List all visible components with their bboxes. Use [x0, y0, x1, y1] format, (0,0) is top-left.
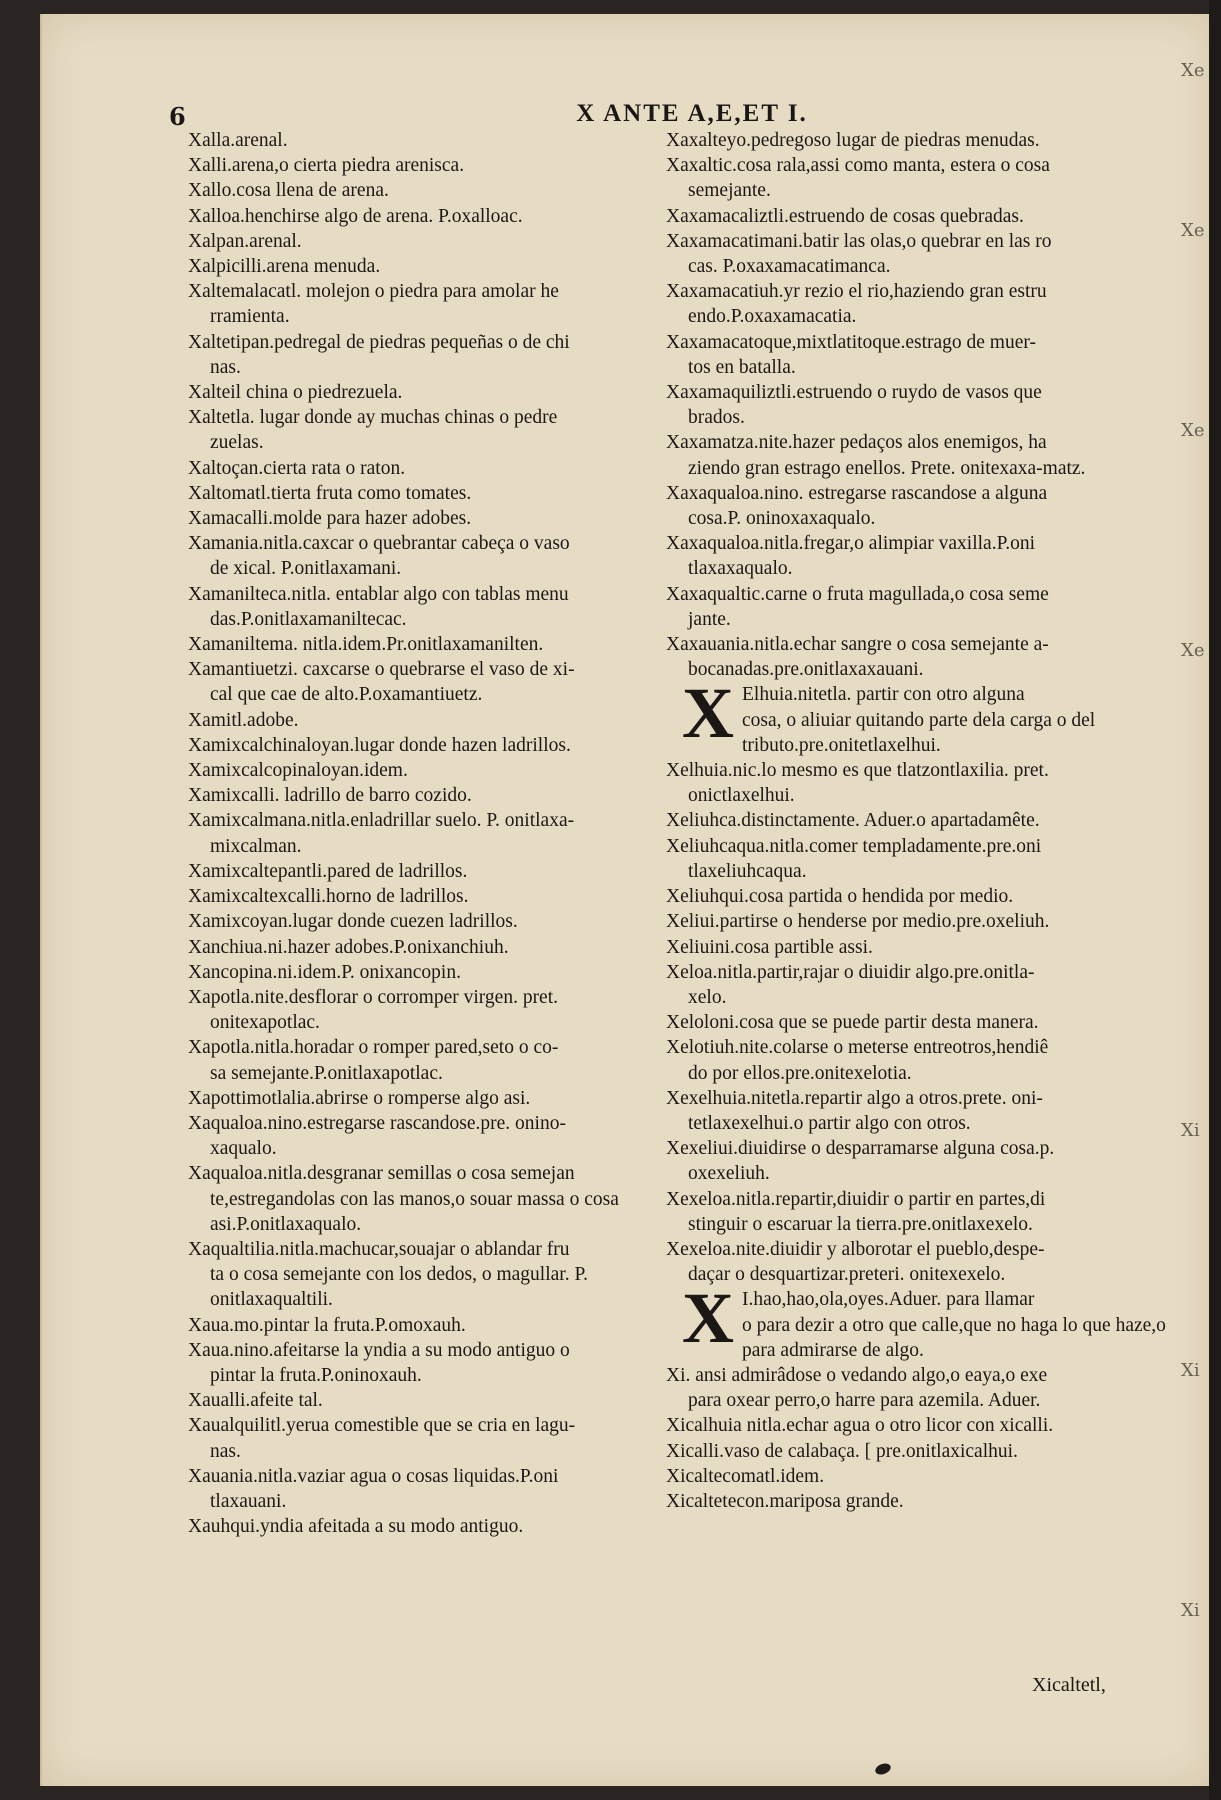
entry-continuation: tlaxauani. [210, 1490, 287, 1512]
entry-text: Xamixcalli. ladrillo de barro cozido. [188, 785, 472, 807]
dictionary-entry [666, 1363, 1166, 1413]
entry-continuation: zuelas. [210, 432, 264, 454]
entry-text: Xamixcoyan.lugar donde cuezen ladrillos. [188, 911, 518, 933]
entry-continuation: brados. [688, 407, 745, 429]
entry-text: Xamanilteca.nitla. entablar algo con tablas menu [188, 583, 569, 605]
entry-text: Xexeloa.nitla.repartir,diuidir o partir en partes,di [666, 1188, 1046, 1210]
entry-text: Xicalhuia nitla.echar agua o otro licor con xicalli. [666, 1415, 1054, 1437]
dictionary-entry [666, 1035, 1166, 1085]
entry-text: Xamixcalcopinaloyan.idem. [188, 760, 408, 782]
entry-text: Xaualquilitl.yerua comestible que se cria en lagu- [188, 1415, 576, 1437]
entry-text: Xamaniltema. nitla.idem.Pr.onitlaxamanilten. [188, 634, 544, 656]
dictionary-entry [188, 1464, 698, 1514]
bleed-mark: Xi [1181, 1120, 1200, 1141]
entry-text: Xaxalteyo.pedregoso lugar de piedras menudas. [666, 130, 1040, 151]
entry-text: Xaxaqualoa.nino. estregarse rascandose a alguna [666, 482, 1048, 504]
book-page [40, 14, 1212, 1786]
folio-number: 6 [169, 102, 186, 131]
entry-continuation: tetlaxexelhui.o partir algo con otros. [688, 1112, 971, 1134]
dictionary-entry [666, 935, 1166, 960]
dictionary-entry [188, 884, 698, 909]
entry-text: Xaualli.afeite tal. [188, 1390, 323, 1412]
entry-continuation: daçar o desquartizar.preteri. onitexexelo. [688, 1264, 1006, 1286]
entry-text: Xaxaqualoa.nitla.fregar,o alimpiar vaxilla.P.oni [666, 533, 1036, 555]
dictionary-entry [188, 1388, 698, 1413]
dictionary-entry [188, 1161, 698, 1237]
dictionary-entry [188, 178, 698, 203]
entry-continuation: cas. P.oxaxamacatimanca. [688, 256, 891, 278]
entry-text: Xi. ansi admirâdose o vedando algo,o eaya,o exe [666, 1364, 1048, 1386]
entry-text: Xaxaltic.cosa rala,assi como manta, estera o cosa [666, 155, 1050, 177]
dictionary-entry [666, 1086, 1166, 1136]
dictionary-entry [666, 1439, 1166, 1464]
entry-text: Xeliuhca.distinctamente. Aduer.o apartadamête. [666, 810, 1040, 832]
dictionary-entry [188, 153, 698, 178]
dictionary-entry [666, 1136, 1166, 1186]
entry-text: Xalli.arena,o cierta piedra arenisca. [188, 155, 465, 177]
entry-continuation: de xical. P.onitlaxamani. [210, 558, 402, 580]
entry-text: Xamantiuetzi. caxcarse o quebrarse el vaso de xi- [188, 659, 575, 681]
entry-text: Xamania.nitla.caxcar o quebrantar cabeça o vaso [188, 533, 570, 555]
dictionary-entry [666, 884, 1166, 909]
entry-text: Xelhuia.nic.lo mesmo es que tlatzontlaxilia. pret. [666, 760, 1049, 782]
entry-text: Xamitl.adobe. [188, 709, 299, 731]
dictionary-entry [188, 531, 698, 581]
entry-text: Xapotla.nite.desflorar o corromper virgen. pret. [188, 986, 559, 1008]
entry-text: Xamixcaltepantli.pared de ladrillos. [188, 860, 468, 882]
dictionary-entry [188, 279, 698, 329]
dictionary-entry [188, 935, 698, 960]
entry-text: Xauania.nitla.vaziar agua o cosas liquidas.P.oni [188, 1465, 559, 1487]
dictionary-entry [188, 254, 698, 279]
entry-continuation: das.P.onitlaxamaniltecac. [210, 608, 407, 630]
dictionary-entry [188, 985, 698, 1035]
dictionary-entry [188, 582, 698, 632]
entry-continuation: xelo. [688, 986, 727, 1008]
dictionary-entry [666, 632, 1166, 682]
dictionary-entry [188, 783, 698, 808]
dictionary-entry [188, 859, 698, 884]
entry-continuation: pintar la fruta.P.oninoxauh. [210, 1364, 422, 1386]
dictionary-entry [666, 960, 1166, 1010]
entry-text: Xeliuini.cosa partible assi. [666, 936, 873, 958]
dictionary-entry [188, 456, 698, 481]
entry-text: Xaxamacatimani.batir las olas,o quebrar en las ro [666, 230, 1052, 252]
dictionary-entry [666, 380, 1166, 430]
dictionary-entry [666, 1187, 1166, 1237]
entry-continuation: nas. [210, 356, 241, 378]
drop-capital: X [682, 1278, 734, 1359]
entry-text: Xanchiua.ni.hazer adobes.P.onixanchiuh. [188, 936, 509, 958]
entry-continuation: semejante. [688, 180, 771, 202]
dictionary-entry [666, 204, 1166, 229]
dictionary-entry [666, 909, 1166, 934]
dictionary-entry [188, 405, 698, 455]
entry-text: Xaua.nino.afeitarse la yndia a su modo antiguo o [188, 1339, 570, 1361]
bleed-mark: Xe [1181, 220, 1205, 241]
entry-continuation: nas. [210, 1440, 241, 1462]
entry-text: Xalloa.henchirse algo de arena. P.oxalloac. [188, 205, 523, 227]
entry-text: I.hao,hao,ola,oyes.Aduer. para llamar [742, 1289, 1035, 1311]
dictionary-entry [666, 1278, 1166, 1363]
entry-continuation: oxexeliuh. [688, 1163, 770, 1185]
dictionary-entry [666, 1489, 1166, 1514]
entry-continuation: ta o cosa semejante con los dedos, o magullar. P. onitlaxaqualtili. [210, 1264, 589, 1311]
entry-continuation: jante. [688, 608, 731, 630]
entry-text: Xapottimotlalia.abrirse o romperse algo asi. [188, 1087, 531, 1109]
dictionary-entry [188, 481, 698, 506]
entry-text: Xaqualtilia.nitla.machucar,souajar o ablandar fru [188, 1238, 570, 1260]
entry-text: Xalteil china o piedrezuela. [188, 382, 403, 404]
entry-continuation: bocanadas.pre.onitlaxaxauani. [688, 659, 924, 681]
dictionary-entry [666, 1464, 1166, 1489]
dictionary-entry [666, 481, 1166, 531]
entry-text: Xicaltecomatl.idem. [666, 1465, 825, 1487]
entry-text: Xaqualoa.nitla.desgranar semillas o cosa semejan [188, 1163, 575, 1185]
dictionary-entry [188, 909, 698, 934]
entry-continuation: para oxear perro,o harre para azemila. Aduer. [688, 1390, 1041, 1412]
dictionary-entry [188, 330, 698, 380]
entry-text: Elhuia.nitetla. partir con otro alguna [742, 684, 1025, 706]
dictionary-entry [666, 531, 1166, 581]
entry-text: Xallo.cosa llena de arena. [188, 180, 389, 202]
entry-text: Xalpicilli.arena menuda. [188, 256, 381, 278]
entry-continuation: cal que cae de alto.P.oxamantiuetz. [210, 684, 483, 706]
entry-text: Xelotiuh.nite.colarse o meterse entreotros,hendiê [666, 1037, 1049, 1059]
drop-capital: X [682, 673, 734, 754]
bleed-mark: Xi [1181, 1360, 1200, 1381]
entry-text: Xicalli.vaso de calabaça. [ pre.onitlaxicalhui. [666, 1440, 1018, 1462]
entry-text: Xexelhuia.nitetla.repartir algo a otros.prete. oni- [666, 1087, 1043, 1109]
entry-continuation: stinguir o escaruar la tierra.pre.onitlaxexelo. [688, 1213, 1033, 1235]
entry-continuation: xaqualo. [210, 1138, 277, 1160]
bleed-mark: Xi [1181, 1600, 1200, 1621]
entry-text: Xaltemalacatl. molejon o piedra para amolar he [188, 281, 559, 303]
right-column [666, 128, 1166, 1514]
dictionary-entry [188, 960, 698, 985]
dictionary-entry [666, 430, 1166, 480]
entry-text: Xaxamacaliztli.estruendo de cosas quebradas. [666, 205, 1024, 227]
dictionary-entry [188, 657, 698, 707]
dictionary-entry [188, 1035, 698, 1085]
dictionary-entry [188, 758, 698, 783]
entry-text: Xamixcalchinaloyan.lugar donde hazen ladrillos. [188, 734, 571, 756]
dictionary-entry [188, 1086, 698, 1111]
entry-text: Xeliui.partirse o henderse por medio.pre.oxeliuh. [666, 911, 1050, 933]
entry-continuation: tlaxaxaqualo. [688, 558, 793, 580]
entry-text: Xeloloni.cosa que se puede partir desta manera. [666, 1012, 1039, 1034]
entry-continuation: rramienta. [210, 306, 290, 328]
catchword: Xicaltetl, [1032, 1674, 1106, 1696]
entry-continuation: tos en batalla. [688, 356, 796, 378]
dictionary-entry [188, 1514, 698, 1539]
entry-text: Xalpan.arenal. [188, 230, 302, 252]
dictionary-entry [666, 128, 1166, 153]
dictionary-entry [666, 330, 1166, 380]
entry-text: Xaxamaquiliztli.estruendo o ruydo de vasos que [666, 382, 1042, 404]
entry-text: Xaxaqualtic.carne o fruta magullada,o cosa seme [666, 583, 1049, 605]
dark-page-edge [1209, 0, 1221, 1800]
entry-continuation: onitexapotlac. [210, 1012, 320, 1034]
entry-text: Xeloa.nitla.partir,rajar o diuidir algo.pre.onitla- [666, 961, 1035, 983]
entry-text: Xamixcalmana.nitla.enladrillar suelo. P. onitlaxa- [188, 810, 575, 832]
entry-text: Xalla.arenal. [188, 130, 288, 151]
entry-continuation: tlaxeliuhcaqua. [688, 860, 807, 882]
dictionary-entry [188, 808, 698, 858]
entry-continuation: o para dezir a otro que calle,que no haga lo que haze,o para admirarse de algo. [742, 1314, 1166, 1361]
dictionary-entry [666, 673, 1166, 758]
entry-continuation: te,estregandolas con las manos,o souar massa o cosa asi.P.onitlaxaqualo. [210, 1188, 619, 1235]
entry-continuation: onictlaxelhui. [688, 785, 795, 807]
entry-continuation: mixcalman. [210, 835, 302, 857]
entry-text: Xaxamacatiuh.yr rezio el rio,haziendo gran estru [666, 281, 1047, 303]
entry-text: Xexeloa.nite.diuidir y alborotar el pueblo,despe- [666, 1238, 1045, 1260]
dictionary-entry [666, 582, 1166, 632]
entry-text: Xancopina.ni.idem.P. onixancopin. [188, 961, 461, 983]
dictionary-entry [188, 1413, 698, 1463]
dictionary-entry [188, 632, 698, 657]
bleed-mark: Xe [1181, 60, 1205, 81]
dictionary-entry [188, 128, 698, 153]
dictionary-entry [666, 808, 1166, 833]
dictionary-entry [188, 1111, 698, 1161]
dictionary-entry [188, 733, 698, 758]
entry-text: Xaxauania.nitla.echar sangre o cosa semejante a- [666, 634, 1049, 656]
entry-text: Xaxamatza.nite.hazer pedaços alos enemigos, ha [666, 432, 1047, 454]
entry-text: Xeliuhqui.cosa partida o hendida por medio. [666, 886, 1014, 908]
entry-text: Xaltoçan.cierta rata o raton. [188, 457, 406, 479]
entry-continuation: ziendo gran estrago enellos. Prete. onitexaxa-matz. [688, 457, 1086, 479]
dictionary-entry [188, 380, 698, 405]
entry-text: Xaqualoa.nino.estregarse rascandose.pre. onino- [188, 1112, 566, 1134]
entry-text: Xicaltetecon.mariposa grande. [666, 1490, 904, 1512]
dictionary-entry [188, 1338, 698, 1388]
entry-text: Xaltetla. lugar donde ay muchas chinas o pedre [188, 407, 558, 429]
entry-text: Xaua.mo.pintar la fruta.P.omoxauh. [188, 1314, 466, 1336]
entry-text: Xamixcaltexcalli.horno de ladrillos. [188, 886, 469, 908]
entry-text: Xexeliui.diuidirse o desparramarse alguna cosa.p. [666, 1138, 1055, 1160]
dictionary-entry [666, 229, 1166, 279]
left-column [188, 128, 698, 1539]
entry-continuation: do por ellos.pre.onitexelotia. [688, 1062, 912, 1084]
dictionary-entry [666, 1010, 1166, 1035]
dictionary-entry [188, 708, 698, 733]
dictionary-entry [666, 834, 1166, 884]
entry-text: Xapotla.nitla.horadar o romper pared,seto o co- [188, 1037, 559, 1059]
dictionary-entry [188, 1237, 698, 1313]
entry-text: Xeliuhcaqua.nitla.comer templadamente.pre.oni [666, 835, 1042, 857]
dictionary-entry [666, 1237, 1166, 1287]
entry-continuation: cosa, o aliuiar quitando parte dela carga o del tributo.pre.onitetlaxelhui. [742, 709, 1096, 756]
entry-text: Xamacalli.molde para hazer adobes. [188, 508, 472, 530]
bleed-mark: Xe [1181, 640, 1205, 661]
dictionary-entry [666, 1413, 1166, 1438]
dictionary-entry [188, 1313, 698, 1338]
entry-continuation: endo.P.oxaxamacatia. [688, 306, 857, 328]
entry-text: Xaltetipan.pedregal de piedras pequeñas o de chi [188, 331, 570, 353]
entry-text: Xaltomatl.tierta fruta como tomates. [188, 482, 472, 504]
dictionary-entry [666, 758, 1166, 808]
dictionary-entry [188, 506, 698, 531]
running-head: X ANTE A,E,ET I. [576, 100, 808, 127]
dictionary-entry [188, 229, 698, 254]
dictionary-entry [188, 204, 698, 229]
entry-text: Xaxamacatoque,mixtlatitoque.estrago de muer- [666, 331, 1036, 353]
entry-continuation: sa semejante.P.onitlaxapotlac. [210, 1062, 443, 1084]
entry-text: Xauhqui.yndia afeitada a su modo antiguo. [188, 1516, 524, 1538]
dictionary-entry [666, 279, 1166, 329]
bleed-mark: Xe [1181, 420, 1205, 441]
entry-continuation: cosa.P. oninoxaxaqualo. [688, 508, 876, 530]
dictionary-entry [666, 153, 1166, 203]
